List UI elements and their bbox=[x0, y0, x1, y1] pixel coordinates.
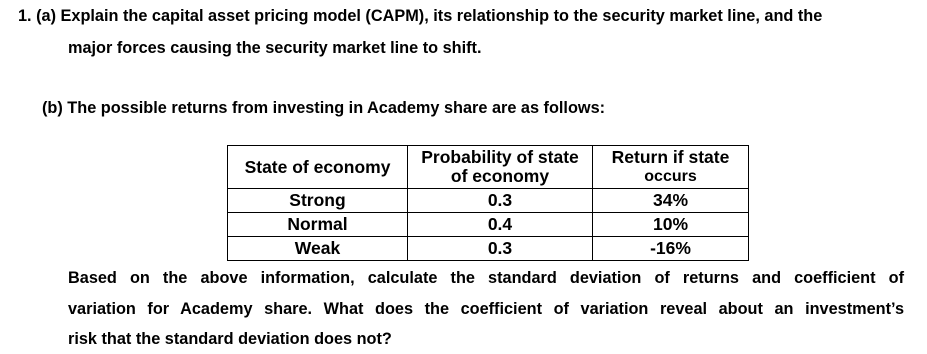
header-return bbox=[593, 146, 749, 189]
cell-return: 10% bbox=[593, 213, 749, 237]
cell-probability: 0.3 bbox=[408, 189, 593, 213]
cell-probability: 0.4 bbox=[408, 213, 593, 237]
cell-state: Strong bbox=[228, 189, 408, 213]
table-row bbox=[228, 237, 749, 261]
header-probability-line-2: of economy bbox=[450, 166, 550, 186]
question-1a-line-2: major forces causing the security market line to shift. bbox=[68, 39, 482, 57]
question-1b-intro: (b) The possible returns from investing in Academy share are as follows: bbox=[42, 99, 606, 117]
table-header-row bbox=[228, 146, 749, 189]
header-probability-line-1: Probability of state bbox=[421, 147, 579, 167]
returns-table bbox=[227, 145, 749, 261]
follow-up-line-1: Based on the above information, calculate the standard deviation of returns and coefficient of bbox=[68, 269, 904, 287]
question-1a-line-1: 1. (a) Explain the capital asset pricing model (CAPM), its relationship to the security market line, and the bbox=[18, 7, 823, 25]
follow-up-line-2: variation for Academy share. What does the coefficient of variation reveal about an investment’s bbox=[68, 300, 904, 318]
cell-return: -16% bbox=[593, 237, 749, 261]
table-row bbox=[228, 213, 749, 237]
header-return-line-1: Return if state bbox=[611, 147, 730, 167]
header-state-label: State of economy bbox=[244, 156, 391, 177]
header-return-line-2: occurs bbox=[644, 168, 697, 185]
table-row bbox=[228, 189, 749, 213]
cell-probability: 0.3 bbox=[408, 237, 593, 261]
header-state-of-economy bbox=[228, 146, 408, 189]
cell-state: Weak bbox=[228, 237, 408, 261]
header-probability bbox=[408, 146, 593, 189]
cell-return: 34% bbox=[593, 189, 749, 213]
cell-state: Normal bbox=[228, 213, 408, 237]
follow-up-line-3: risk that the standard deviation does not? bbox=[68, 330, 392, 348]
